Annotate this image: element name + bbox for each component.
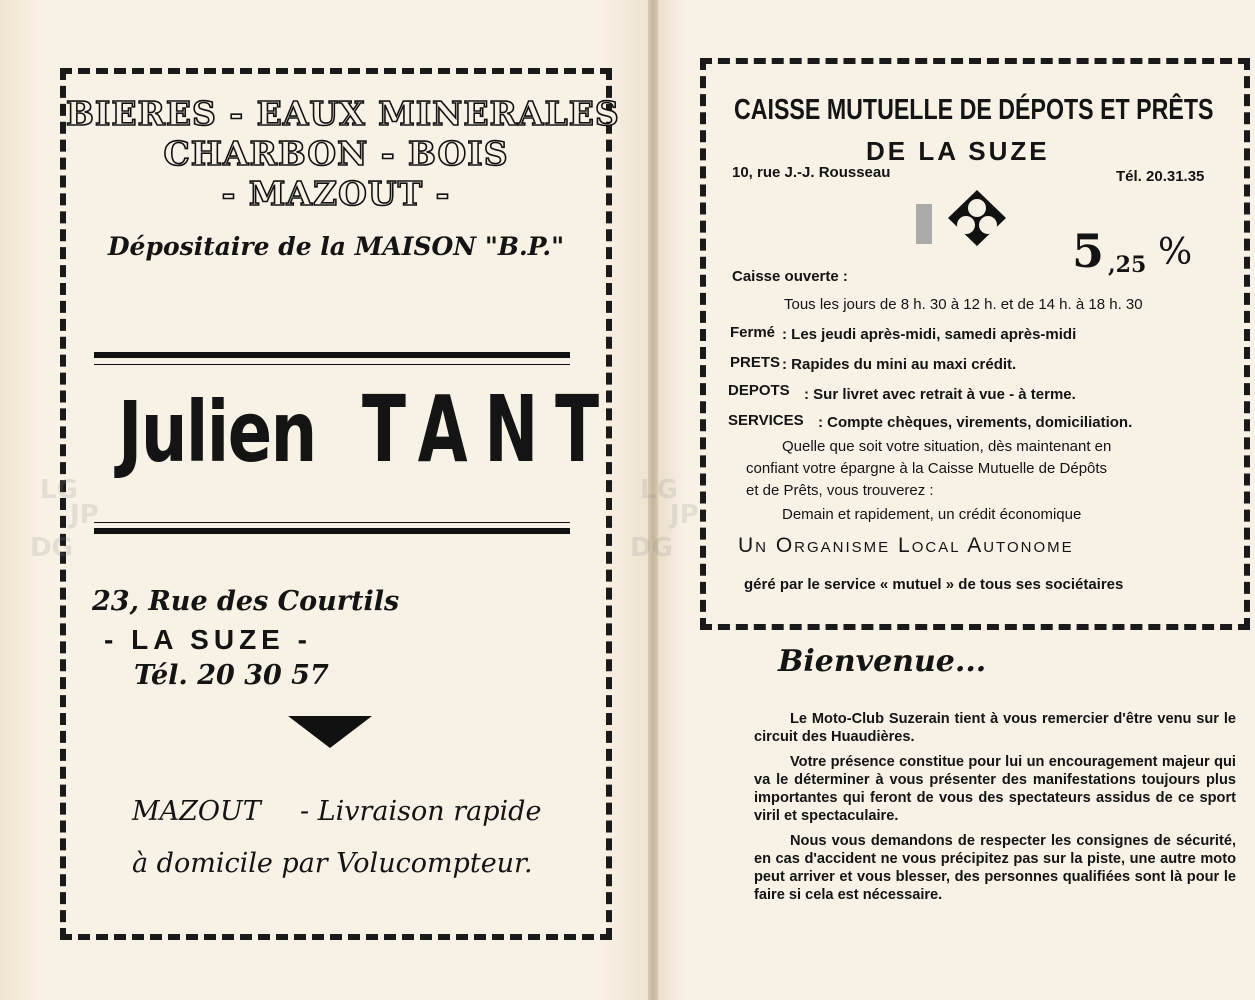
tant-advertisement-frame [60,68,620,940]
welcome-paragraph-2: Votre présence constitue pour lui un encouragement majeur qui va le déterminer à vous présenter des manifestations toujours plus importantes qui feront de vous des spectateurs assidus de ce sport viril et spectaculaire. [754,754,1236,824]
welcome-article [754,710,1236,911]
caisse-advertisement-frame [700,58,1250,630]
loans-text: : Rapides du mini au maxi crédit. [782,356,1017,373]
ad-phone: Tél. 20 30 57 [134,660,329,691]
print-mark [916,204,932,244]
ad-delivery-fuel: MAZOUT [132,796,261,827]
deposits-label: DEPOTS [728,382,790,399]
services-label: SERVICES [728,412,804,429]
ad-address: 23, Rue des Courtils [92,586,400,617]
top-rule-thin [94,364,570,365]
rate-main: 5 [1072,224,1105,278]
deposits-text: : Sur livret avec retrait à vue - à terme. [804,386,1076,403]
pitch-line-4: Demain et rapidement, un crédit économique [782,506,1082,523]
bottom-rule-thick [94,528,570,534]
welcome-paragraph-1: Le Moto-Club Suzerain tient à vous remercier d'être venu sur le circuit des Huaudières. [754,711,1236,745]
ad-town: - LA SUZE - [104,624,312,655]
bank-address: 10, rue J.-J. Rousseau [732,164,891,181]
bank-phone: Tél. 20.31.35 [1116,168,1205,185]
closed-label: Fermé [730,324,776,341]
open-label: Caisse ouverte : [732,268,848,285]
loans-label: PRETS [730,354,781,371]
name-first: Julien [118,383,316,481]
pitch-line-3: et de Prêts, vous trouverez : [746,482,934,499]
ad-delivery-fast: - Livraison rapide [300,796,542,827]
top-rule-thick [94,352,570,358]
bottom-rule-thin [94,522,570,523]
ad-line-fuel: - MAZOUT - [221,174,451,213]
name-last: TANT [362,376,616,483]
ad-depositaire: Dépositaire de la MAISON "B.P." [107,232,565,261]
welcome-title: Bienvenue... [778,644,987,679]
bank-footer: géré par le service « mutuel » de tous ses sociétaires [744,576,1124,593]
ad-line-coal: CHARBON - BOIS [163,134,509,173]
bank-title-town: DE LA SUZE [866,136,1050,166]
ad-delivery-home: à domicile par Volucompteur. [132,848,533,879]
rate-decimal: ,25 [1108,252,1147,278]
services-text: : Compte chèques, virements, domiciliation. [818,414,1133,431]
ad-line-beers: BIERES - EAUX MINERALES [66,94,620,133]
page-gutter [648,0,658,1000]
bank-title: CAISSE MUTUELLE DE DÉPOTS ET PRÊTS [734,94,1214,126]
rate-percent: % [1158,232,1193,273]
organisme-line: Un Organisme Local Autonome [738,534,1074,557]
pitch-line-2: confiant votre épargne à la Caisse Mutuelle de Dépôts [746,460,1108,477]
open-hours: Tous les jours de 8 h. 30 à 12 h. et de 14 h. à 18 h. 30 [784,296,1143,313]
closed-text: : Les jeudi après-midi, samedi après-midi [782,326,1077,343]
pitch-line-1: Quelle que soit votre situation, dès maintenant en [782,438,1112,455]
down-arrow-icon [288,716,372,748]
welcome-paragraph-3: Nous vous demandons de respecter les consignes de sécurité, en cas d'accident ne vous précipitez pas sur la piste, une autre moto peut arriver et vous blesser, des personnes qualifiées sont là pour le faire si cela est nécessaire. [754,833,1236,903]
bank-logo-icon [946,188,1008,250]
